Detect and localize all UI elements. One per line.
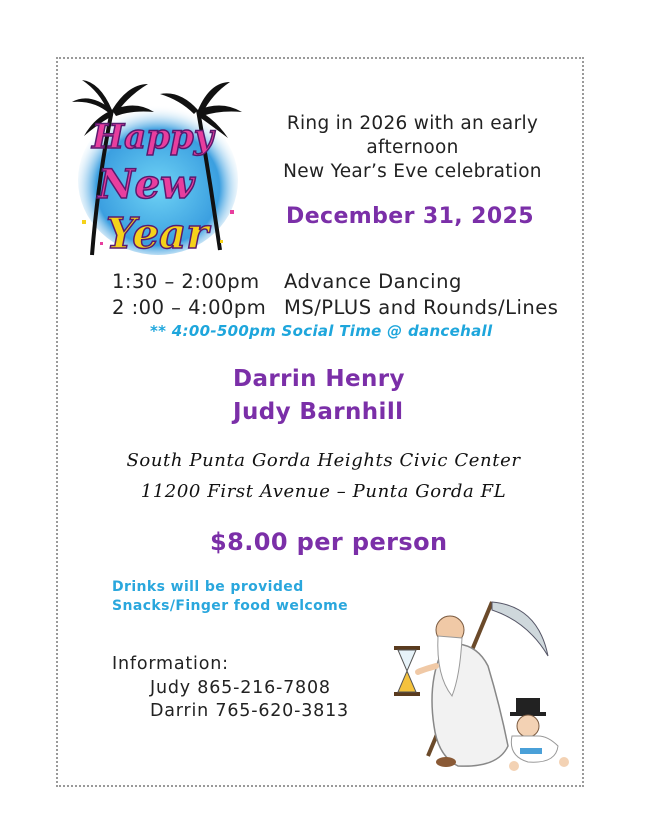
father-time-and-baby-illustration <box>388 596 578 774</box>
logo-new-text: New <box>98 161 195 208</box>
schedule-activity: Advance Dancing <box>284 270 462 293</box>
information-label: Information: <box>112 654 229 674</box>
logo-happy-text: Happy <box>92 117 214 157</box>
headline <box>255 112 570 184</box>
headline-line-3: New Year’s Eve celebration <box>283 161 542 182</box>
headline-line-2: afternoon <box>366 137 459 158</box>
caller-name: Judy Barnhill <box>233 399 404 425</box>
baby-new-year <box>509 698 569 771</box>
contact-darrin: Darrin 765-620-3813 <box>150 701 349 721</box>
schedule-activity: MS/PLUS and Rounds/Lines <box>284 296 559 319</box>
price: $8.00 per person <box>210 528 448 556</box>
social-time-note: ** 4:00-500pm Social Time @ dancehall <box>150 322 493 340</box>
headline-line-1: Ring in 2026 with an early <box>286 113 539 134</box>
note-snacks: Snacks/Finger food welcome <box>112 598 349 614</box>
caller-name: Darrin Henry <box>233 366 405 392</box>
schedule-row <box>112 270 462 293</box>
schedule-time: 2 :00 – 4:00pm <box>112 296 267 319</box>
schedule-time: 1:30 – 2:00pm <box>112 270 260 293</box>
venue-address: 11200 First Avenue – Punta Gorda FL <box>140 481 507 502</box>
happy-new-year-logo <box>70 70 245 265</box>
note-drinks: Drinks will be provided <box>112 579 304 595</box>
logo-year-text: Year <box>106 209 209 258</box>
venue-name: South Punta Gorda Heights Civic Center <box>126 450 521 471</box>
contact-judy: Judy 865-216-7808 <box>150 678 331 698</box>
schedule-row <box>112 296 558 319</box>
event-date: December 31, 2025 <box>286 204 534 229</box>
